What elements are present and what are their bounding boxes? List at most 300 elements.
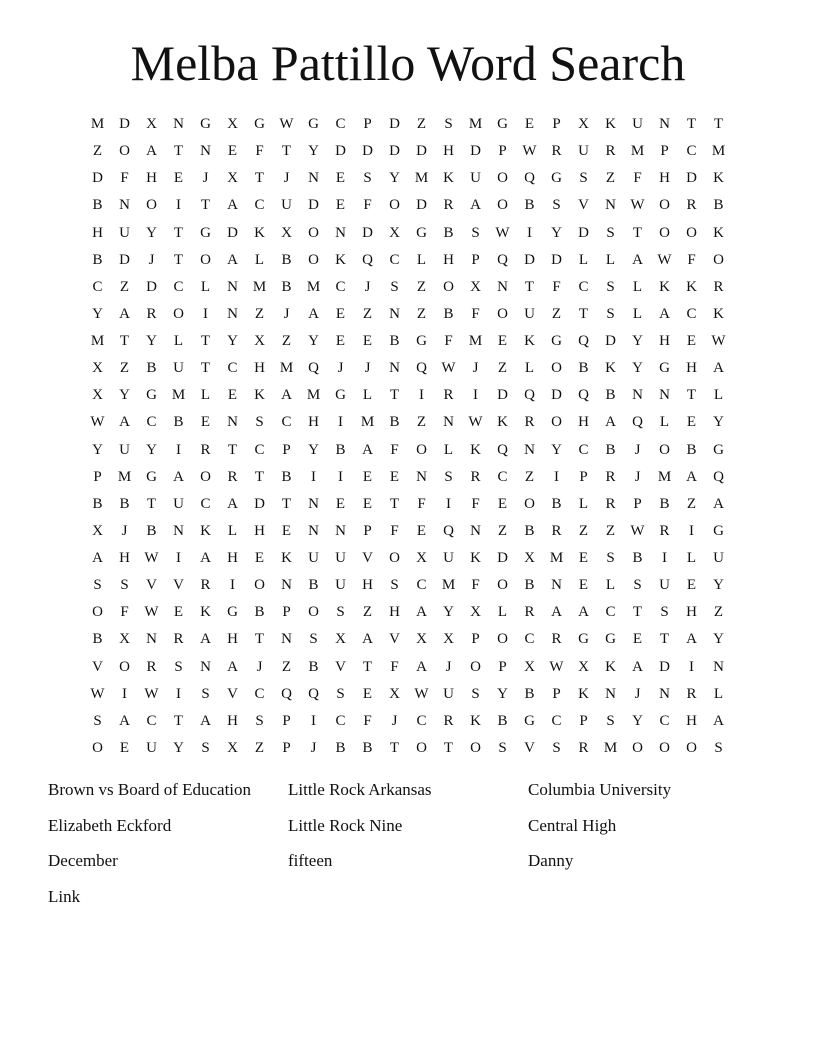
grid-letter[interactable]: Z xyxy=(362,305,373,322)
grid-letter[interactable]: F xyxy=(552,278,561,295)
grid-letter[interactable]: Z xyxy=(119,360,130,377)
grid-letter[interactable]: N xyxy=(659,387,670,404)
grid-letter[interactable]: U xyxy=(119,224,130,241)
grid-letter[interactable]: Y xyxy=(632,360,643,377)
grid-letter[interactable]: U xyxy=(443,685,454,702)
grid-letter[interactable]: L xyxy=(173,333,184,349)
grid-letter[interactable]: W xyxy=(279,116,294,132)
grid-letter[interactable]: R xyxy=(173,631,184,648)
grid-letter[interactable]: J xyxy=(391,712,398,729)
grid-letter[interactable]: O xyxy=(119,658,130,675)
grid-letter[interactable]: E xyxy=(227,387,238,404)
grid-letter[interactable]: U xyxy=(578,143,589,160)
grid-letter[interactable]: V xyxy=(362,550,373,566)
grid-letter[interactable]: B xyxy=(281,468,292,485)
grid-letter[interactable]: E xyxy=(362,495,373,512)
grid-letter[interactable]: D xyxy=(119,116,130,132)
grid-letter[interactable]: P xyxy=(282,739,291,756)
grid-letter[interactable]: N xyxy=(659,685,670,702)
grid-letter[interactable]: H xyxy=(227,712,238,729)
grid-letter[interactable]: L xyxy=(443,441,454,458)
grid-letter[interactable]: X xyxy=(92,387,103,404)
grid-letter[interactable]: K xyxy=(713,224,724,241)
grid-letter[interactable]: W xyxy=(441,360,456,377)
grid-letter[interactable]: E xyxy=(578,550,589,566)
grid-letter[interactable]: F xyxy=(471,305,480,322)
grid-letter[interactable]: Z xyxy=(713,604,724,621)
grid-letter[interactable]: R xyxy=(443,387,454,404)
grid-letter[interactable]: M xyxy=(171,387,186,404)
grid-letter[interactable]: H xyxy=(254,360,265,377)
grid-letter[interactable]: Z xyxy=(119,278,130,295)
grid-letter[interactable]: Z xyxy=(92,143,103,160)
grid-letter[interactable]: R xyxy=(686,197,697,214)
grid-letter[interactable]: Z xyxy=(497,360,508,377)
grid-letter[interactable]: B xyxy=(308,658,319,675)
grid-letter[interactable]: O xyxy=(497,631,508,648)
grid-letter[interactable]: Q xyxy=(416,360,427,377)
grid-letter[interactable]: B xyxy=(92,197,103,214)
grid-letter[interactable]: Y xyxy=(92,441,103,458)
grid-letter[interactable]: U xyxy=(173,495,184,512)
grid-letter[interactable]: V xyxy=(578,197,589,214)
grid-letter[interactable]: A xyxy=(119,712,130,729)
grid-letter[interactable]: Q xyxy=(308,685,319,702)
grid-letter[interactable]: S xyxy=(255,414,264,431)
grid-letter[interactable]: R xyxy=(605,468,616,485)
grid-letter[interactable]: Z xyxy=(416,116,427,132)
grid-letter[interactable]: Z xyxy=(497,522,508,539)
grid-letter[interactable]: R xyxy=(551,631,562,648)
grid-letter[interactable]: T xyxy=(659,631,670,648)
grid-letter[interactable]: C xyxy=(659,712,670,729)
grid-letter[interactable]: O xyxy=(686,739,697,756)
grid-letter[interactable]: D xyxy=(335,143,346,160)
grid-letter[interactable]: A xyxy=(605,414,616,431)
grid-letter[interactable]: U xyxy=(173,360,184,377)
grid-letter[interactable]: L xyxy=(659,414,670,431)
grid-letter[interactable]: Q xyxy=(497,251,508,268)
grid-letter[interactable]: R xyxy=(578,739,589,756)
grid-letter[interactable]: Q xyxy=(632,414,643,431)
grid-letter[interactable]: K xyxy=(578,685,589,702)
grid-letter[interactable]: B xyxy=(524,197,535,214)
grid-letter[interactable]: F xyxy=(633,170,642,187)
grid-letter[interactable]: L xyxy=(362,387,373,404)
grid-letter[interactable]: X xyxy=(524,550,535,566)
grid-letter[interactable]: T xyxy=(686,387,697,404)
grid-letter[interactable]: R xyxy=(524,414,535,431)
grid-letter[interactable]: X xyxy=(416,550,427,566)
grid-letter[interactable]: H xyxy=(92,224,103,241)
grid-letter[interactable]: V xyxy=(227,685,238,702)
grid-letter[interactable]: N xyxy=(335,224,346,241)
grid-letter[interactable]: D xyxy=(416,143,427,160)
grid-letter[interactable]: X xyxy=(443,631,454,648)
grid-letter[interactable]: Y xyxy=(146,441,157,458)
grid-letter[interactable]: L xyxy=(632,305,643,322)
grid-letter[interactable]: N xyxy=(443,414,454,431)
grid-letter[interactable]: H xyxy=(686,604,697,621)
grid-letter[interactable]: A xyxy=(686,631,697,648)
grid-letter[interactable]: M xyxy=(441,577,456,594)
grid-letter[interactable]: P xyxy=(471,251,480,268)
grid-letter[interactable]: T xyxy=(119,333,130,349)
grid-letter[interactable]: E xyxy=(335,170,346,187)
grid-letter[interactable]: C xyxy=(335,278,346,295)
grid-letter[interactable]: H xyxy=(659,170,670,187)
grid-letter[interactable]: G xyxy=(497,116,508,132)
grid-letter[interactable]: C xyxy=(92,278,103,295)
grid-letter[interactable]: T xyxy=(146,495,157,512)
grid-letter[interactable]: F xyxy=(687,251,696,268)
grid-letter[interactable]: M xyxy=(306,278,321,295)
grid-letter[interactable]: L xyxy=(524,360,535,377)
grid-letter[interactable]: L xyxy=(713,685,724,702)
grid-letter[interactable]: Y xyxy=(713,631,724,648)
grid-letter[interactable]: F xyxy=(390,658,399,675)
grid-letter[interactable]: I xyxy=(473,387,478,404)
grid-letter[interactable]: J xyxy=(634,685,641,702)
grid-letter[interactable]: B xyxy=(497,712,508,729)
grid-letter[interactable]: E xyxy=(362,333,373,349)
grid-letter[interactable]: M xyxy=(468,116,483,132)
grid-letter[interactable]: E xyxy=(686,577,697,594)
grid-letter[interactable]: O xyxy=(551,414,562,431)
grid-letter[interactable]: A xyxy=(200,631,211,648)
grid-letter[interactable]: T xyxy=(578,305,589,322)
grid-letter[interactable]: I xyxy=(338,414,343,431)
grid-letter[interactable]: A xyxy=(119,305,130,322)
grid-letter[interactable]: B xyxy=(524,577,535,594)
grid-letter[interactable]: B xyxy=(686,441,697,458)
grid-letter[interactable]: T xyxy=(200,360,211,377)
grid-letter[interactable]: L xyxy=(416,251,427,268)
grid-letter[interactable]: H xyxy=(686,712,697,729)
grid-letter[interactable]: G xyxy=(308,116,319,132)
grid-letter[interactable]: Q xyxy=(443,522,454,539)
grid-letter[interactable]: L xyxy=(227,522,238,539)
grid-letter[interactable]: O xyxy=(470,658,481,675)
grid-letter[interactable]: A xyxy=(119,414,130,431)
grid-letter[interactable]: W xyxy=(144,685,159,702)
grid-letter[interactable]: T xyxy=(254,631,265,648)
grid-letter[interactable]: A xyxy=(92,550,103,566)
grid-letter[interactable]: Q xyxy=(497,441,508,458)
grid-letter[interactable]: Z xyxy=(362,604,373,621)
grid-letter[interactable]: H xyxy=(443,251,454,268)
grid-letter[interactable]: I xyxy=(554,468,559,485)
grid-letter[interactable]: H xyxy=(686,360,697,377)
grid-letter[interactable]: E xyxy=(362,685,373,702)
grid-letter[interactable]: B xyxy=(119,495,130,512)
grid-letter[interactable]: Y xyxy=(119,387,130,404)
grid-letter[interactable]: P xyxy=(282,441,291,458)
grid-letter[interactable]: M xyxy=(711,143,726,160)
grid-letter[interactable]: L xyxy=(578,495,589,512)
grid-letter[interactable]: A xyxy=(227,251,238,268)
grid-letter[interactable]: B xyxy=(551,495,562,512)
grid-letter[interactable]: O xyxy=(146,197,157,214)
grid-letter[interactable]: B xyxy=(632,550,643,566)
grid-letter[interactable]: M xyxy=(657,468,672,485)
grid-letter[interactable]: A xyxy=(551,604,562,621)
grid-letter[interactable]: E xyxy=(335,197,346,214)
grid-letter[interactable]: M xyxy=(360,414,375,431)
grid-letter[interactable]: L xyxy=(713,387,724,404)
grid-letter[interactable]: U xyxy=(713,550,724,566)
grid-letter[interactable]: O xyxy=(497,305,508,322)
grid-letter[interactable]: E xyxy=(254,550,265,566)
grid-letter[interactable]: N xyxy=(308,495,319,512)
grid-letter[interactable]: G xyxy=(551,333,562,349)
grid-letter[interactable]: O xyxy=(713,251,724,268)
grid-letter[interactable]: A xyxy=(200,550,211,566)
grid-letter[interactable]: W xyxy=(90,414,105,431)
grid-letter[interactable]: S xyxy=(660,604,669,621)
grid-letter[interactable]: W xyxy=(144,550,159,566)
grid-letter[interactable]: L xyxy=(254,251,265,268)
grid-letter[interactable]: Y xyxy=(92,305,103,322)
grid-letter[interactable]: W xyxy=(414,685,429,702)
grid-letter[interactable]: I xyxy=(338,468,343,485)
grid-letter[interactable]: S xyxy=(444,116,453,132)
grid-letter[interactable]: S xyxy=(390,577,399,594)
grid-letter[interactable]: N xyxy=(335,522,346,539)
grid-letter[interactable]: O xyxy=(497,577,508,594)
grid-letter[interactable]: Y xyxy=(389,170,400,187)
grid-letter[interactable]: T xyxy=(713,116,724,132)
grid-letter[interactable]: S xyxy=(552,197,561,214)
grid-letter[interactable]: S xyxy=(471,685,480,702)
grid-letter[interactable]: M xyxy=(306,387,321,404)
grid-letter[interactable]: R xyxy=(146,305,157,322)
grid-letter[interactable]: B xyxy=(443,224,454,241)
grid-letter[interactable]: C xyxy=(254,197,265,214)
grid-letter[interactable]: F xyxy=(363,197,372,214)
grid-letter[interactable]: K xyxy=(659,278,670,295)
grid-letter[interactable]: G xyxy=(200,224,211,241)
grid-letter[interactable]: B xyxy=(659,495,670,512)
grid-letter[interactable]: B xyxy=(281,278,292,295)
grid-letter[interactable]: H xyxy=(227,550,238,566)
grid-letter[interactable]: K xyxy=(686,278,697,295)
grid-letter[interactable]: U xyxy=(281,197,292,214)
grid-letter[interactable]: B xyxy=(713,197,724,214)
grid-letter[interactable]: U xyxy=(470,170,481,187)
grid-letter[interactable]: B xyxy=(92,495,103,512)
grid-letter[interactable]: U xyxy=(119,441,130,458)
grid-letter[interactable]: P xyxy=(552,685,561,702)
grid-letter[interactable]: L xyxy=(497,604,508,621)
grid-letter[interactable]: L xyxy=(200,278,211,295)
grid-letter[interactable]: S xyxy=(552,739,561,756)
grid-letter[interactable]: H xyxy=(659,333,670,349)
grid-letter[interactable]: A xyxy=(227,197,238,214)
grid-letter[interactable]: Q xyxy=(281,685,292,702)
grid-letter[interactable]: Y xyxy=(551,441,562,458)
grid-letter[interactable]: B xyxy=(308,577,319,594)
grid-letter[interactable]: A xyxy=(362,631,373,648)
grid-letter[interactable]: W xyxy=(549,658,564,675)
grid-letter[interactable]: C xyxy=(578,441,589,458)
grid-letter[interactable]: P xyxy=(498,658,507,675)
grid-letter[interactable]: W xyxy=(711,333,726,349)
grid-letter[interactable]: O xyxy=(632,739,643,756)
grid-letter[interactable]: K xyxy=(605,116,616,132)
grid-letter[interactable]: B xyxy=(335,441,346,458)
grid-letter[interactable]: T xyxy=(200,333,211,349)
grid-letter[interactable]: E xyxy=(497,333,508,349)
grid-letter[interactable]: C xyxy=(254,441,265,458)
grid-letter[interactable]: C xyxy=(200,495,211,512)
grid-letter[interactable]: J xyxy=(283,305,290,322)
grid-letter[interactable]: O xyxy=(389,550,400,566)
grid-letter[interactable]: S xyxy=(93,712,102,729)
grid-letter[interactable]: D xyxy=(497,550,508,566)
grid-letter[interactable]: T xyxy=(389,739,400,756)
grid-letter[interactable]: B xyxy=(605,387,616,404)
grid-letter[interactable]: J xyxy=(472,360,479,377)
grid-letter[interactable]: E xyxy=(497,495,508,512)
grid-letter[interactable]: O xyxy=(659,739,670,756)
grid-letter[interactable]: P xyxy=(579,468,588,485)
grid-letter[interactable]: C xyxy=(524,631,535,648)
grid-letter[interactable]: K xyxy=(200,604,211,621)
grid-letter[interactable]: N xyxy=(146,631,157,648)
grid-letter[interactable]: D xyxy=(551,387,562,404)
grid-letter[interactable]: B xyxy=(389,414,400,431)
grid-letter[interactable]: X xyxy=(416,631,427,648)
grid-letter[interactable]: C xyxy=(497,468,508,485)
grid-letter[interactable]: I xyxy=(527,224,532,241)
grid-letter[interactable]: B xyxy=(389,333,400,349)
grid-letter[interactable]: O xyxy=(308,251,319,268)
grid-letter[interactable]: W xyxy=(630,197,645,214)
grid-letter[interactable]: Z xyxy=(686,495,697,512)
grid-letter[interactable]: N xyxy=(281,577,292,594)
grid-letter[interactable]: D xyxy=(92,170,103,187)
grid-letter[interactable]: U xyxy=(524,305,535,322)
grid-letter[interactable]: K xyxy=(200,522,211,539)
grid-letter[interactable]: B xyxy=(92,631,103,648)
grid-letter[interactable]: F xyxy=(120,170,129,187)
grid-letter[interactable]: L xyxy=(200,387,211,404)
grid-letter[interactable]: I xyxy=(311,468,316,485)
grid-letter[interactable]: A xyxy=(632,658,643,675)
grid-letter[interactable]: F xyxy=(363,712,372,729)
grid-letter[interactable]: X xyxy=(281,224,292,241)
grid-letter[interactable]: G xyxy=(578,631,589,648)
grid-letter[interactable]: K xyxy=(443,170,454,187)
grid-letter[interactable]: T xyxy=(173,712,184,729)
grid-letter[interactable]: J xyxy=(148,251,155,268)
grid-letter[interactable]: A xyxy=(227,495,238,512)
grid-letter[interactable]: H xyxy=(443,143,454,160)
grid-letter[interactable]: P xyxy=(552,116,561,132)
grid-letter[interactable]: O xyxy=(416,739,427,756)
grid-letter[interactable]: H xyxy=(308,414,319,431)
grid-letter[interactable]: G xyxy=(146,387,157,404)
grid-letter[interactable]: I xyxy=(176,441,181,458)
grid-letter[interactable]: S xyxy=(309,631,318,648)
grid-letter[interactable]: H xyxy=(578,414,589,431)
grid-letter[interactable]: E xyxy=(119,739,130,756)
grid-letter[interactable]: U xyxy=(308,550,319,566)
grid-letter[interactable]: I xyxy=(176,685,181,702)
grid-letter[interactable]: J xyxy=(202,170,209,187)
grid-letter[interactable]: U xyxy=(335,577,346,594)
grid-letter[interactable]: F xyxy=(471,495,480,512)
grid-letter[interactable]: N xyxy=(389,360,400,377)
grid-letter[interactable]: O xyxy=(416,441,427,458)
grid-letter[interactable]: Y xyxy=(173,739,184,756)
grid-letter[interactable]: Z xyxy=(416,305,427,322)
grid-letter[interactable]: S xyxy=(606,550,615,566)
grid-letter[interactable]: B xyxy=(281,251,292,268)
grid-letter[interactable]: I xyxy=(230,577,235,594)
grid-letter[interactable]: Y xyxy=(551,224,562,241)
grid-letter[interactable]: D xyxy=(389,116,400,132)
grid-letter[interactable]: D xyxy=(578,224,589,241)
grid-letter[interactable]: N xyxy=(308,170,319,187)
grid-letter[interactable]: N xyxy=(470,522,481,539)
grid-letter[interactable]: H xyxy=(146,170,157,187)
grid-letter[interactable]: I xyxy=(311,712,316,729)
grid-letter[interactable]: J xyxy=(310,739,317,756)
grid-letter[interactable]: D xyxy=(119,251,130,268)
grid-letter[interactable]: S xyxy=(444,468,453,485)
grid-letter[interactable]: Z xyxy=(578,522,589,539)
grid-letter[interactable]: R xyxy=(686,685,697,702)
grid-letter[interactable]: N xyxy=(551,577,562,594)
grid-letter[interactable]: S xyxy=(120,577,129,594)
grid-letter[interactable]: Z xyxy=(254,739,265,756)
grid-letter[interactable]: J xyxy=(283,170,290,187)
grid-letter[interactable]: E xyxy=(227,143,238,160)
grid-letter[interactable]: B xyxy=(524,685,535,702)
grid-letter[interactable]: A xyxy=(713,495,724,512)
grid-letter[interactable]: Y xyxy=(146,224,157,241)
grid-letter[interactable]: X xyxy=(578,116,589,132)
grid-letter[interactable]: G xyxy=(416,333,427,349)
grid-letter[interactable]: X xyxy=(227,170,238,187)
grid-letter[interactable]: K xyxy=(605,360,616,377)
grid-letter[interactable]: Q xyxy=(524,387,535,404)
grid-letter[interactable]: M xyxy=(279,360,294,377)
grid-letter[interactable]: A xyxy=(308,305,319,322)
grid-letter[interactable]: O xyxy=(389,197,400,214)
grid-letter[interactable]: Y xyxy=(713,414,724,431)
grid-letter[interactable]: A xyxy=(146,143,157,160)
grid-letter[interactable]: R xyxy=(227,468,238,485)
grid-letter[interactable]: J xyxy=(364,278,371,295)
grid-letter[interactable]: Y xyxy=(632,712,643,729)
grid-letter[interactable]: V xyxy=(146,577,157,594)
grid-letter[interactable]: O xyxy=(443,278,454,295)
grid-letter[interactable]: G xyxy=(200,116,211,132)
grid-letter[interactable]: Z xyxy=(416,278,427,295)
grid-letter[interactable]: S xyxy=(606,305,615,322)
grid-letter[interactable]: L xyxy=(605,251,616,268)
grid-letter[interactable]: S xyxy=(363,170,372,187)
grid-letter[interactable]: F xyxy=(120,604,129,621)
grid-letter[interactable]: B xyxy=(578,360,589,377)
grid-letter[interactable]: E xyxy=(173,604,184,621)
grid-letter[interactable]: A xyxy=(713,712,724,729)
grid-letter[interactable]: L xyxy=(686,550,697,566)
grid-letter[interactable]: X xyxy=(92,522,103,539)
